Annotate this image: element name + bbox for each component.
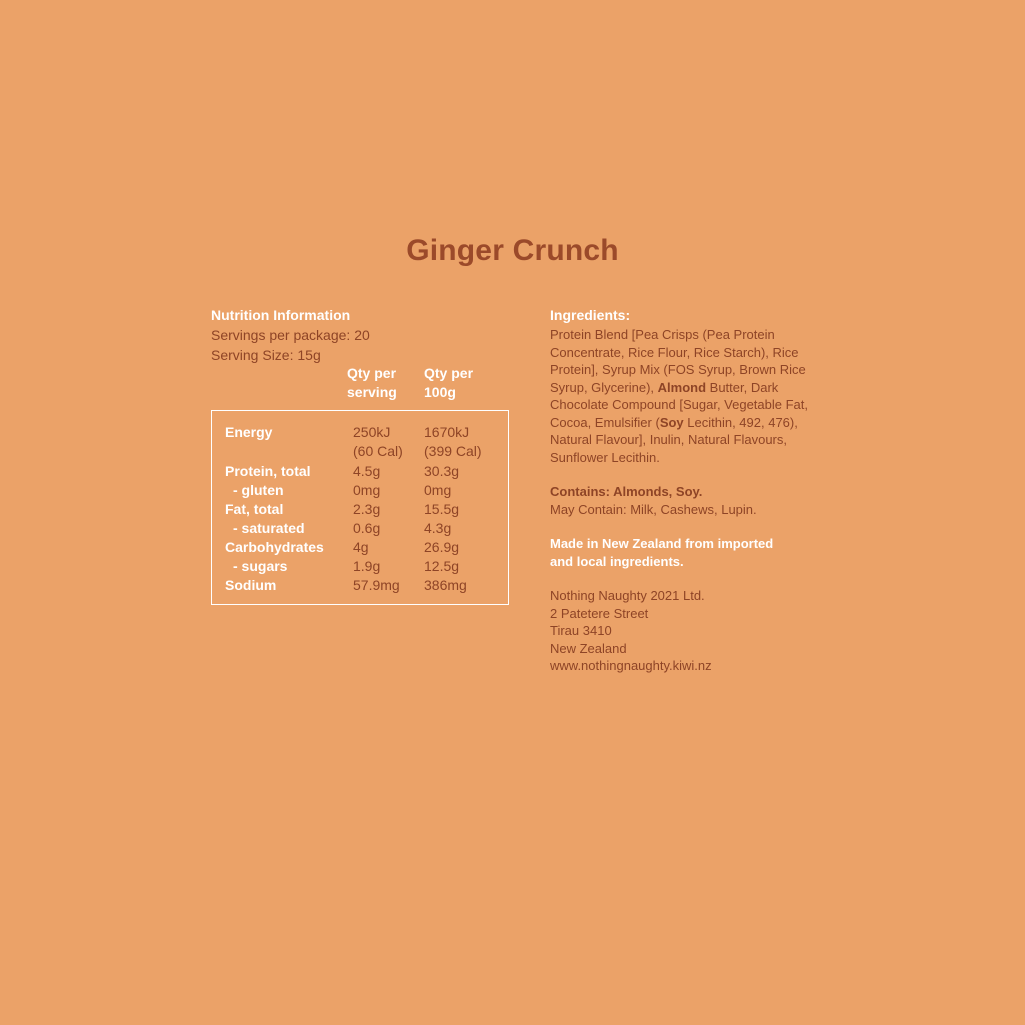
- per-100g-value: 4.3g: [424, 520, 452, 536]
- table-row: [212, 481, 510, 500]
- may-contain-statement: May Contain: Milk, Cashews, Lupin.: [550, 501, 757, 517]
- table-row: [212, 538, 510, 557]
- contains-statement: Contains: Almonds, Soy.: [550, 484, 703, 499]
- per-serving-value: 2.3g: [353, 501, 381, 517]
- table-row: [212, 500, 510, 519]
- per-serving-value: 0.6g: [353, 520, 381, 536]
- allergen-soy: Soy: [659, 414, 684, 430]
- nutrition-panel: [211, 306, 531, 593]
- address-block: [550, 587, 830, 675]
- per-serving-value: 57.9mg: [353, 577, 400, 593]
- nutrient-label: Protein, total: [225, 463, 311, 479]
- col-head-per-serving: Qty per serving: [347, 365, 397, 400]
- ingredients-text-part: Protein Blend [Pea Crisps (Pea Protein Concentrate, Rice Flour, Rice Starch), Rice Protein], Syrup Mix (FOS Syrup, Brown Rice Syrup, Glycerine),: [550, 327, 806, 395]
- col-head-per-100g: Qty per 100g: [424, 365, 474, 400]
- per-serving-value: 1.9g: [353, 558, 381, 574]
- nutrition-table: [211, 410, 509, 605]
- per-100g-value: 12.5g: [424, 558, 460, 574]
- per-100g-value: 15.5g: [424, 501, 460, 517]
- nutrition-heading: Nutrition Information: [211, 307, 351, 323]
- per-serving-value: 250kJ (60 Cal): [353, 424, 403, 459]
- per-100g-value: 26.9g: [424, 539, 460, 555]
- table-row: [212, 519, 510, 538]
- company-name: Nothing Naughty 2021 Ltd.: [550, 588, 705, 603]
- table-row: [212, 576, 510, 595]
- made-in-statement: Made in New Zealand from imported and local ingredients.: [550, 536, 774, 569]
- page-title: Ginger Crunch: [406, 234, 619, 267]
- ingredients-heading: Ingredients:: [550, 307, 631, 323]
- per-100g-value: 386mg: [424, 577, 467, 593]
- nutrition-column-headers: [347, 364, 547, 404]
- town: Tirau 3410: [550, 623, 612, 638]
- ingredients-panel: [550, 306, 830, 675]
- ingredients-list: [550, 326, 830, 466]
- per-100g-value: 1670kJ (399 Cal): [424, 424, 482, 459]
- per-100g-value: 30.3g: [424, 463, 460, 479]
- nutrient-label: - sugars: [233, 558, 288, 574]
- per-serving-value: 4.5g: [353, 463, 381, 479]
- nutrient-label: Fat, total: [225, 501, 284, 517]
- per-serving-value: 4g: [353, 539, 369, 555]
- nutrient-label: Energy: [225, 424, 273, 440]
- street-address: 2 Patetere Street: [550, 605, 649, 621]
- servings-per-package: Servings per package: 20: [211, 327, 370, 343]
- per-serving-value: 0mg: [353, 482, 381, 498]
- allergen-almond: Almond: [657, 379, 707, 395]
- serving-size: Serving Size: 15g: [211, 347, 321, 363]
- nutrient-label: Carbohydrates: [225, 539, 324, 555]
- table-row: [212, 423, 510, 459]
- country: New Zealand: [550, 640, 627, 656]
- nutrient-label: - saturated: [233, 520, 305, 536]
- ingredients-text-part: Lecithin, 492, 476), Natural Flavour], Inulin, Natural Flavours, Sunflower Lecithin.: [550, 414, 798, 465]
- table-row: [212, 557, 510, 576]
- nutrient-label: Sodium: [225, 577, 277, 593]
- nutrient-label: - gluten: [233, 482, 284, 498]
- table-row: [212, 462, 510, 481]
- ingredients-text-part: Butter, Dark Chocolate Compound [Sugar, Vegetable Fat, Cocoa, Emulsifier (: [550, 379, 809, 430]
- per-100g-value: 0mg: [424, 482, 452, 498]
- website-link[interactable]: www.nothingnaughty.kiwi.nz: [550, 658, 712, 673]
